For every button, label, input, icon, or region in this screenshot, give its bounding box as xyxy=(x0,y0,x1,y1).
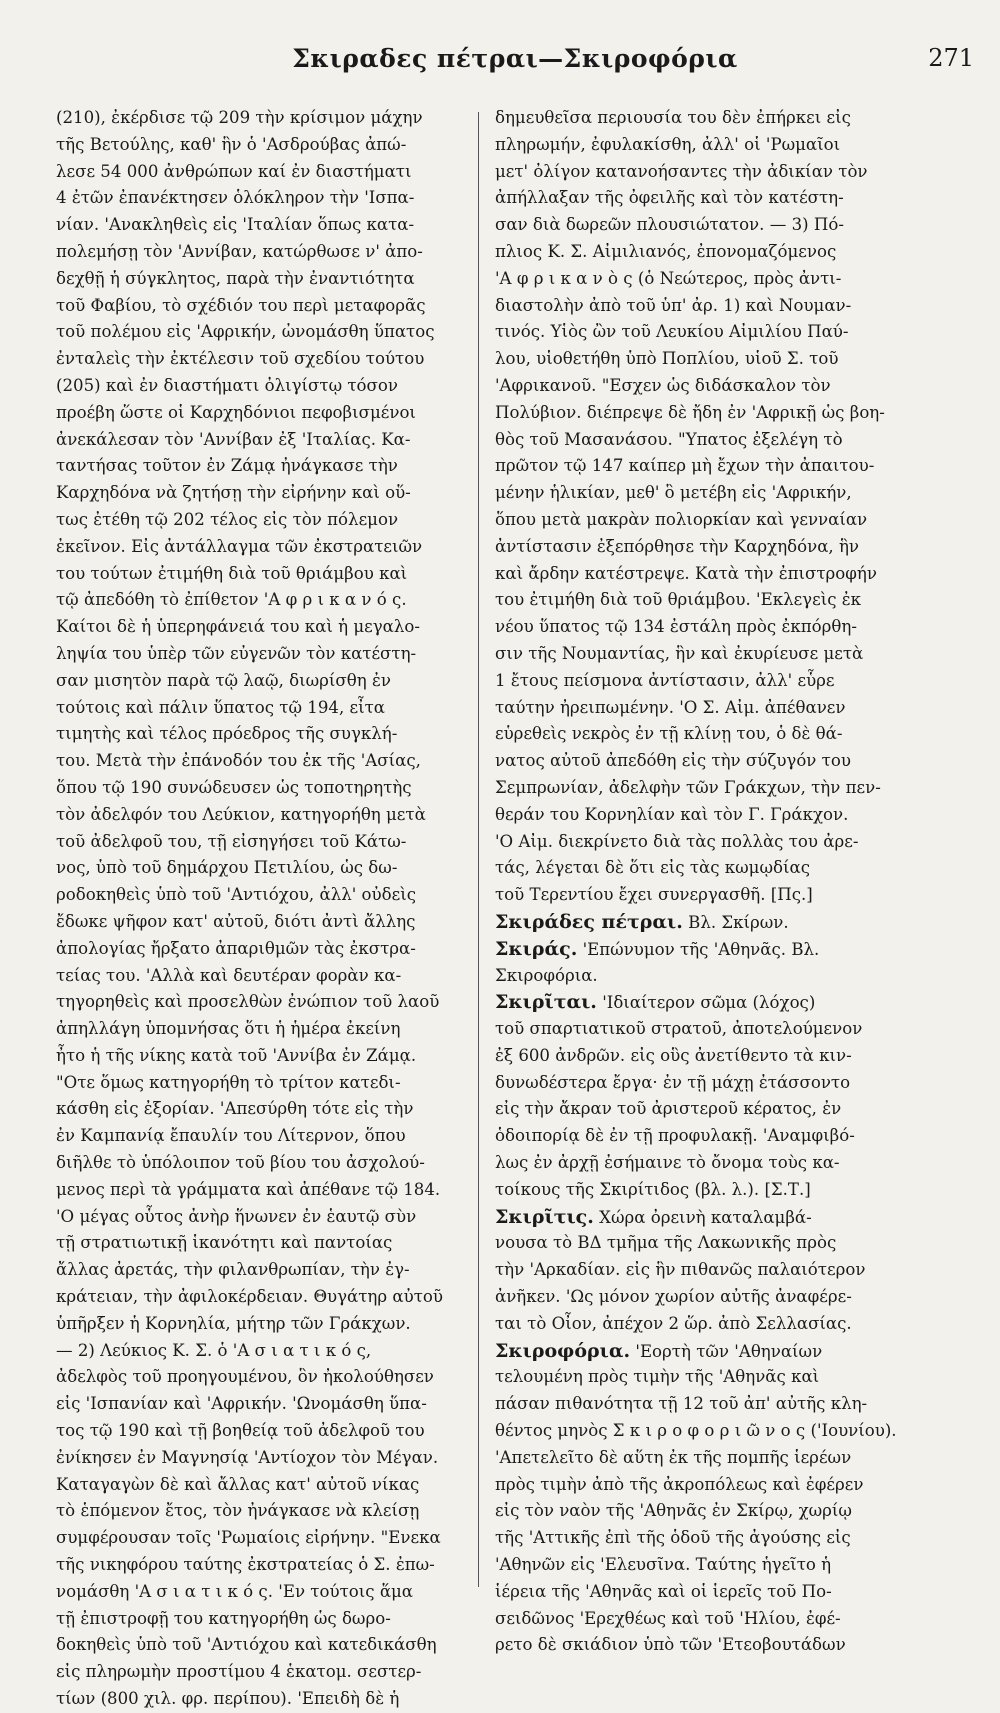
text-line: δυνωδέστερα ἔργα· ἐν τῇ μάχῃ ἐτάσσοντο xyxy=(495,1072,851,1092)
text-line: κάσθη εἰς ἐξορίαν. 'Απεσύρθη τότε εἰς τὴν xyxy=(56,1099,414,1119)
text-line: σαν διὰ δωρεῶν πλουσιώτατον. — 3) Πό- xyxy=(495,215,844,235)
text-line xyxy=(495,1204,905,1231)
text-line: πληρωμήν, ἐφυλακίσθη, ἀλλ' οἱ 'Ρωμαῖοι xyxy=(495,134,841,154)
text-line: του ἐτιμήθη διὰ τοῦ θριάμβου. 'Εκλεγεὶς ἐκ xyxy=(495,590,862,610)
text-line: Πολύβιον. διέπρεψε δὲ ἤδη ἐν 'Αφρικῇ ὡς βοη- xyxy=(495,402,885,422)
text-line: ἐνταλεὶς τὴν ἐκτέλεσιν τοῦ σχεδίου τούτου xyxy=(56,349,425,369)
text-line: — 2) Λεύκιος Κ. Σ. ὁ 'Α σ ι α τ ι κ ό ς, xyxy=(56,1340,372,1360)
text-line: τείας του. 'Αλλὰ καὶ δευτέραν φορὰν κα- xyxy=(56,965,402,985)
text-line: τοῦ ἀδελφοῦ του, τῇ εἰσηγήσει τοῦ Κάτω- xyxy=(56,831,407,851)
text-line: λεσε 54 000 ἀνθρώπων καί ἐν διαστήματι xyxy=(56,161,412,181)
text-line: 'Αθηνῶν εἰς 'Ελευσῖνα. Ταύτης ἡγεῖτο ἡ xyxy=(495,1555,832,1575)
text-line: του. Μετὰ τὴν ἐπάνοδόν του ἐκ τῆς 'Ασίας, xyxy=(56,751,421,771)
text-line: εἰς 'Ισπανίαν καὶ 'Αφρικήν. 'Ωνομάσθη ὕπα- xyxy=(56,1394,427,1414)
entry-headword: Σκιρῖται. xyxy=(495,991,597,1014)
text-line: μετ' ὀλίγον κατανοήσαντες τὴν ἀδικίαν τὸν xyxy=(495,161,868,181)
text-line: τὴν 'Αρκαδίαν. εἰς ἣν πιθανῶς παλαιότερον xyxy=(495,1260,866,1280)
page-header xyxy=(52,44,978,84)
text-line: τῆς 'Αττικῆς ἐπὶ τῆς ὁδοῦ τῆς ἀγούσης εἰς xyxy=(495,1528,851,1548)
text-line: τελουμένη πρὸς τιμὴν τῆς 'Αθηνᾶς καὶ xyxy=(495,1367,820,1387)
text-line: τῆς Βετούλης, καθ' ἣν ὁ 'Ασδρούβας ἀπώ- xyxy=(56,134,407,154)
text-line: ὅπου μετὰ μακρὰν πολιορκίαν καὶ γενναίαν xyxy=(495,509,868,529)
text-line: θέντος μηνὸς Σ κ ι ρ ο φ ο ρ ι ῶ ν ο ς ('Ιουνίου). xyxy=(495,1421,897,1441)
text-line xyxy=(495,936,905,963)
text-line: ὅπου τῷ 190 συνώδευσεν ὡς τοποτηρητὴς xyxy=(56,777,412,797)
entry-headword: Σκιροφόρια. xyxy=(495,1339,631,1362)
text-line: (205) καὶ ἐν διαστήματι ὀλιγίστῳ τόσον xyxy=(56,375,398,395)
right-column xyxy=(495,105,905,1659)
text-line xyxy=(495,1338,905,1365)
text-line: 'Ο Αἰμ. διεκρίνετο διὰ τὰς πολλὰς του ἀρε- xyxy=(495,831,859,851)
text-line xyxy=(495,909,905,936)
text-line: ται τὸ Οἶον, ἀπέχον 2 ὥρ. ἀπὸ Σελλασίας. xyxy=(495,1313,852,1333)
text-line: 'Ο μέγας οὗτος ἀνὴρ ἥνωνεν ἐν ἑαυτῷ σὺν xyxy=(56,1206,417,1226)
text-line: ἀνεκάλεσαν τὸν 'Αννίβαν ἐξ 'Ιταλίας. Κα- xyxy=(56,429,411,449)
text-line: του τούτων ἐτιμήθη διὰ τοῦ θριάμβου καὶ xyxy=(56,563,408,583)
text-line: ἀδελφὸς τοῦ προηγουμένου, ὃν ἠκολούθησεν xyxy=(56,1367,434,1387)
text-line: τίων (800 χιλ. φρ. περίπου). 'Επειδὴ δὲ ἡ xyxy=(56,1689,400,1709)
text-line: Σκιροφόρια. xyxy=(495,965,598,985)
text-line: τούτοις καὶ πάλιν ὕπατος τῷ 194, εἶτα xyxy=(56,697,385,717)
text-line: ρετο δὲ σκιάδιον ὑπὸ τῶν 'Ετεοβουτάδων xyxy=(495,1635,846,1655)
text-line: εἰς πληρωμὴν προστίμου 4 ἑκατομ. σεστερ- xyxy=(56,1662,422,1682)
text-line: ἦτο ἡ τῆς νίκης κατὰ τοῦ 'Αννίβα ἐν Ζάμᾳ. xyxy=(56,1045,417,1065)
text-line: λως ἐν ἀρχῇ ἐσήμαινε τὸ ὄνομα τοὺς κα- xyxy=(495,1153,840,1173)
running-head: Σκιραδες πέτραι—Σκιροφόρια xyxy=(292,44,738,73)
text-line: νέου ὕπατος τῷ 134 ἐστάλη πρὸς ἐκπόρθη- xyxy=(495,617,857,637)
text-line: τῇ στρατιωτικῇ ἱκανότητι καὶ παντοίας xyxy=(56,1233,393,1253)
entry-text: 'Ιδιαίτερον σῶμα (λόχος) xyxy=(596,993,816,1013)
text-line: "Οτε ὅμως κατηγορήθη τὸ τρίτον κατεδι- xyxy=(56,1072,401,1092)
text-line: τῇ ἐπιστροφῇ του κατηγορήθη ὡς δωρο- xyxy=(56,1608,391,1628)
text-line: θεράν του Κορνηλίαν καὶ τὸν Γ. Γράκχον. xyxy=(495,804,849,824)
text-line: ἐκεῖνον. Εἰς ἀντάλλαγμα τῶν ἐκστρατειῶν xyxy=(56,536,423,556)
text-line: (210), ἐκέρδισε τῷ 209 τὴν κρίσιμον μάχην xyxy=(56,108,423,127)
text-line: ἐνίκησεν ἐν Μαγνησίᾳ 'Αντίοχον τὸν Μέγαν. xyxy=(56,1447,439,1467)
text-line: 4 ἐτῶν ἐπανέκτησεν ὁλόκληρον τὴν 'Ισπα- xyxy=(56,188,415,208)
entry-text: Βλ. Σκίρων. xyxy=(682,912,789,932)
text-line: σιν τῆς Νουμαντίας, ἣν καὶ ἐκυρίευσε μετὰ xyxy=(495,643,864,663)
text-line: μενος περὶ τὰ γράμματα καὶ ἀπέθανε τῷ 184. xyxy=(56,1179,441,1199)
text-line: εἰς τὸν ναὸν τῆς 'Αθηνᾶς ἐν Σκίρῳ, χωρίῳ xyxy=(495,1501,852,1521)
text-line: τοῦ Φαβίου, τὸ σχέδιόν του περὶ μεταφορᾶς xyxy=(56,295,426,315)
text-line: Σεμπρωνίαν, ἀδελφὴν τῶν Γράκχων, τὴν πεν- xyxy=(495,777,881,797)
text-line: Καταγαγὼν δὲ καὶ ἄλλας κατ' αὐτοῦ νίκας xyxy=(56,1474,420,1494)
text-line: ἐν Καμπανίᾳ ἔπαυλίν του Λίτερνον, ὅπου xyxy=(56,1126,406,1146)
text-line: τοῦ πολέμου εἰς 'Αφρικήν, ὠνομάσθη ὕπατος xyxy=(56,322,435,342)
text-line: ἱέρεια τῆς 'Αθηνᾶς καὶ οἱ ἱερεῖς τοῦ Πο- xyxy=(495,1581,832,1601)
text-line: ἐξ 600 ἀνδρῶν. εἰς οὓς ἀνετίθεντο τὰ κιν- xyxy=(495,1045,852,1065)
entry-headword: Σκιράδες πέτραι. xyxy=(495,910,683,933)
text-line: τὸν ἀδελφόν του Λεύκιον, κατηγορήθη μετὰ xyxy=(56,804,426,824)
text-line: ἔδωκε ψῆφον κατ' αὐτοῦ, διότι ἀντὶ ἄλλης xyxy=(56,911,416,931)
entry-headword: Σκιράς. xyxy=(495,937,578,960)
entry-headword: Σκιρῖτις. xyxy=(495,1205,594,1228)
text-line: τηγορηθεὶς καὶ προσελθὼν ἐνώπιον τοῦ λαοῦ xyxy=(56,992,440,1012)
text-line: διαστολὴν ἀπὸ τοῦ ὑπ' ἀρ. 1) καὶ Νουμαν- xyxy=(495,295,852,315)
text-line: τος τῷ 190 καὶ τῇ βοηθείᾳ τοῦ ἀδελφοῦ του xyxy=(56,1421,425,1441)
text-line: ὑπῆρξεν ἡ Κορνηλία, μήτηρ τῶν Γράκχων. xyxy=(56,1313,411,1333)
text-line: ταντήσας τοῦτον ἐν Ζάμᾳ ἠνάγκασε τὴν xyxy=(56,456,398,476)
text-line: τῷ ἀπεδόθη τὸ ἐπίθετον 'Α φ ρ ι κ α ν ό ς. xyxy=(56,590,407,610)
entry-text: 'Επώνυμον τῆς 'Αθηνᾶς. Βλ. xyxy=(577,939,820,959)
text-line: ἀπήλλαξαν τῆς ὀφειλῆς καὶ τὸν κατέστη- xyxy=(495,188,844,208)
column-divider xyxy=(478,112,479,1587)
text-line: δοκηθεὶς ὑπὸ τοῦ 'Αντιόχου καὶ κατεδικάσθη xyxy=(56,1635,437,1655)
text-line: δεχθῇ ἡ σύγκλητος, παρὰ τὴν ἐναντιότητα xyxy=(56,268,415,288)
text-line: ἀντίστασιν ἐξεπόρθησε τὴν Καρχηδόνα, ἣν xyxy=(495,536,860,556)
text-line: θὸς τοῦ Μασανάσου. "Υπατος ἐξελέγη τὸ xyxy=(495,429,843,449)
entry-text: 'Εορτὴ τῶν 'Αθηναίων xyxy=(630,1341,823,1361)
page-number: 271 xyxy=(928,44,974,72)
text-line: νίαν. 'Ανακληθεὶς εἰς 'Ιταλίαν ὅπως κατα- xyxy=(56,215,415,235)
text-line: τοῦ σπαρτιατικοῦ στρατοῦ, ἀποτελούμενον xyxy=(495,1019,863,1039)
text-line: τοίκους τῆς Σκιρίτιδος (βλ. λ.). [Σ.Τ.] xyxy=(495,1179,811,1199)
text-line: ὁδοιπορίᾳ δὲ ἐν τῇ προφυλακῇ. 'Αναμφιβό- xyxy=(495,1126,855,1146)
text-line: νουσα τὸ ΒΔ τμῆμα τῆς Λακωνικῆς πρὸς xyxy=(495,1233,837,1253)
text-line: τιμητὴς καὶ τέλος πρόεδρος τῆς συγκλή- xyxy=(56,724,398,744)
text-line: προέβη ὥστε οἱ Καρχηδόνιοι πεφοβισμένοι xyxy=(56,402,416,422)
text-line: δημευθεῖσα περιουσία του δὲν ἐπήρκει εἰς xyxy=(495,108,851,127)
text-line: τῆς νικηφόρου ταύτης ἐκστρατείας ὁ Σ. ἐπω- xyxy=(56,1555,435,1575)
text-line: κράτειαν, τὴν ἀφιλοκέρδειαν. Θυγάτηρ αὐτοῦ xyxy=(56,1287,443,1307)
text-line: σαν μισητὸν παρὰ τῷ λαῷ, διωρίσθη ἐν xyxy=(56,670,391,690)
text-line: 1 ἔτους πείσμονα ἀντίστασιν, ἀλλ' εὗρε xyxy=(495,670,835,690)
text-line: ροδοκηθεὶς ὑπὸ τοῦ 'Αντιόχου, ἀλλ' οὐδεὶς xyxy=(56,885,417,905)
text-line: ἀπολογίας ἤρξατο ἀπαριθμῶν τὰς ἐκστρα- xyxy=(56,938,416,958)
text-line: ἄλλας ἀρετάς, τὴν φιλανθρωπίαν, τὴν ἐγ- xyxy=(56,1260,410,1280)
text-line: λου, υἱοθετήθη ὑπὸ Ποπλίου, υἱοῦ Σ. τοῦ xyxy=(495,349,839,369)
text-line: νατος αὐτοῦ ἀπεδόθη εἰς τὴν σύζυγόν του xyxy=(495,751,851,771)
text-line: ἀνῆκεν. 'Ως μόνον χωρίον αὐτῆς ἀναφέρε- xyxy=(495,1287,852,1307)
text-line: πλιος Κ. Σ. Αἰμιλιανός, ἐπονομαζόμενος xyxy=(495,241,837,261)
text-line: Καίτοι δὲ ἡ ὑπερηφάνειά του καὶ ἡ μεγαλο- xyxy=(56,617,420,637)
text-line xyxy=(495,989,905,1016)
text-line: 'Απετελεῖτο δὲ αὕτη ἐκ τῆς πομπῆς ἱερέων xyxy=(495,1447,852,1467)
text-line: πρὸς τιμὴν ἀπὸ τῆς ἀκροπόλεως καὶ ἐφέρεν xyxy=(495,1474,864,1494)
text-line: 'Αφρικανοῦ. "Εσχεν ὡς διδάσκαλον τὸν xyxy=(495,375,831,395)
text-line: πρῶτον τῷ 147 καίπερ μὴ ἔχων τὴν ἀπαιτου- xyxy=(495,456,875,476)
entry-text: Χώρα ὀρεινὴ καταλαμβά- xyxy=(593,1207,812,1227)
left-column xyxy=(56,105,466,1713)
text-line: τως ἐτέθη τῷ 202 τέλος εἰς τὸν πόλεμον xyxy=(56,509,399,529)
text-line: διῆλθε τὸ ὑπόλοιπον τοῦ βίου του ἀσχολού- xyxy=(56,1153,425,1173)
text-line: νομάσθη 'Α σ ι α τ ι κ ό ς. 'Εν τούτοις ἅμα xyxy=(56,1581,414,1601)
text-line: 'Α φ ρ ι κ α ν ὸ ς (ὁ Νεώτερος, πρὸς ἀντι- xyxy=(495,268,842,288)
text-line: νος, ὑπὸ τοῦ δημάρχου Πετιλίου, ὡς δω- xyxy=(56,858,398,878)
text-line: ἀπηλλάγη ὑπομνήσας ὅτι ἡ ἡμέρα ἐκείνη xyxy=(56,1019,401,1039)
text-line: σειδῶνος 'Ερεχθέως καὶ τοῦ 'Ηλίου, ἐφέ- xyxy=(495,1608,841,1628)
text-line: Καρχηδόνα νὰ ζητήσῃ τὴν εἰρήνην καὶ οὕ- xyxy=(56,483,411,503)
text-line: εὑρεθεὶς νεκρὸς ἐν τῇ κλίνῃ του, ὁ δὲ θά- xyxy=(495,724,843,744)
text-line: πάσαν πιθανότητα τῇ 12 τοῦ ἀπ' αὐτῆς κλη- xyxy=(495,1394,868,1414)
text-line: καὶ ἄρδην κατέστρεψε. Κατὰ τὴν ἐπιστροφήν xyxy=(495,563,877,583)
text-line: ταύτην ἠρειπωμένην. 'Ο Σ. Αἰμ. ἀπέθανεν xyxy=(495,697,846,717)
text-line: τὸ ἑπόμενον ἔτος, τὸν ἠνάγκασε νὰ κλείσῃ xyxy=(56,1501,420,1521)
text-line: τινός. Υἱὸς ὢν τοῦ Λευκίου Αἰμιλίου Παύ- xyxy=(495,322,849,342)
text-line: τοῦ Τερεντίου ἔχει συνεργασθῆ. [Πς.] xyxy=(495,885,813,905)
text-line: μένην ἡλικίαν, μεθ' ὃ μετέβη εἰς 'Αφρικήν, xyxy=(495,483,852,503)
text-line: εἰς τὴν ἄκραν τοῦ ἀριστεροῦ κέρατος, ἐν xyxy=(495,1099,842,1119)
text-line: τάς, λέγεται δὲ ὅτι εἰς τὰς κωμῳδίας xyxy=(495,858,810,878)
text-line: συμφέρουσαν τοῖς 'Ρωμαίοις εἰρήνην. "Ενεκα xyxy=(56,1528,441,1548)
text-line: ληψία του ὑπὲρ τῶν εὐγενῶν τὸν κατέστη- xyxy=(56,643,417,663)
text-line: πολεμήσῃ τὸν 'Αννίβαν, κατώρθωσε ν' ἀπο- xyxy=(56,241,423,261)
